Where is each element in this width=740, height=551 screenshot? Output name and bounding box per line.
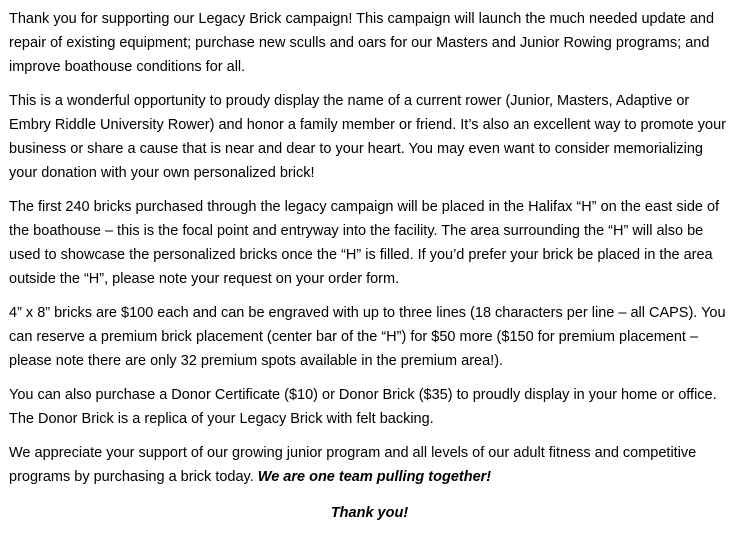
donor-items-paragraph: You can also purchase a Donor Certificate ($10) or Donor Brick ($35) to proudly display in your home or office. The Donor Brick is a replica of your Legacy Brick with felt backing. bbox=[9, 387, 717, 427]
pricing-paragraph: 4” x 8” bricks are $100 each and can be engraved with up to three lines (18 characters per line – all CAPS). You can reserve a premium brick placement (center bar of the “H”) for $50 more ($150 for premium placement – please note there are only 32 premium spots available in the premium area!). bbox=[9, 305, 726, 369]
appreciation-paragraph bbox=[9, 441, 730, 489]
placement-paragraph: The first 240 bricks purchased through the legacy campaign will be placed in the Halifax “H” on the east side of the boathouse – this is the focal point and entryway into the facility. The area surrounding the “H” will also be used to showcase the personalized bricks once the “H” is filled. If you’d prefer your brick be placed in the area outside the “H”, please note your request on your order form. bbox=[9, 199, 720, 287]
closing-thank-you: Thank you! bbox=[330, 505, 409, 521]
team-slogan: We are one team pulling together! bbox=[257, 469, 492, 485]
opportunity-paragraph: This is a wonderful opportunity to proudy display the name of a current rower (Junior, Masters, Adaptive or Embry Riddle University Rower) and honor a family member or friend. It’s also an excellent way to promote your business or share a cause that is near and dear to your heart. You may even want to consider memorializing your donation with your own personalized brick! bbox=[9, 93, 726, 181]
intro-paragraph: Thank you for supporting our Legacy Brick campaign! This campaign will launch the much needed update and repair of existing equipment; purchase new sculls and oars for our Masters and Junior Rowing programs; and improve boathouse conditions for all. bbox=[9, 11, 715, 75]
appreciation-text: We appreciate your support of our growing junior program and all levels of our adult fitness and competitive programs by purchasing a brick today. bbox=[9, 445, 697, 485]
